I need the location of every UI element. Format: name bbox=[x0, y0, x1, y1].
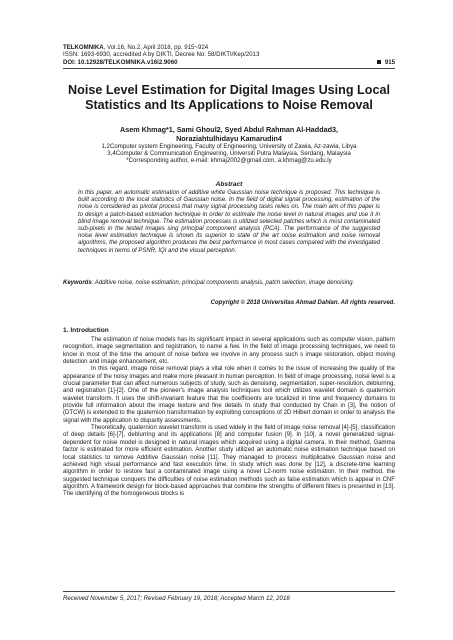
corresponding-author: *Corresponding author, e-mail: khmaj2002@gmail.com, a.khmag@zu.edu.ly bbox=[126, 157, 332, 165]
header-rule bbox=[63, 68, 395, 69]
abstract-heading: Abstract bbox=[215, 181, 243, 188]
footer-rule bbox=[63, 591, 395, 592]
page-number-block bbox=[377, 59, 395, 66]
author-line-1: Asem Khmag*1, Sami Ghoul2, Syed Abdul Rahman Al-Haddad3, bbox=[120, 125, 338, 134]
journal-header bbox=[63, 44, 395, 66]
keywords bbox=[63, 280, 395, 287]
page-number: 915 bbox=[384, 58, 395, 66]
section-heading-introduction: 1. Introduction bbox=[63, 327, 109, 334]
doi-line: DOI: 10.12928/TELKOMNIKA.v16i2.9060 bbox=[63, 58, 178, 66]
introduction-body bbox=[63, 337, 395, 499]
paragraph: Theoretically, quaternion wavelet transform is used widely in the field of image noise removal [4]-[5], classification of deep details [6]-[7], deblurring and its applications [8] and computer fusion [9]. In [10], a novel generalized signal-dependent for noise model is designed in natural images which acquired using a digital camera. In their method, Gamma factor is estimated for more efficient estimation. Another study utilized an automatic noise estimation technique based on local statistics to remove Additive Gaussian noise [11]. They managed to process multiplicative Gaussian noise and achieved high visual performance and fast execution time. In study which was done by [12], a discrete-time learning algorithm in order to restore fast a contaminated image using a novel L2-norm noise estimation. In their method, the suggested technique conquers the difficulties of noise estimation methods such as false estimation which is appear in CNF algorithm. A framework design for block-based approaches that combine the strengths of different filters is presented in [13]. The identifying of the homogeneous blocks is bbox=[63, 425, 395, 498]
paper-title: Noise Level Estimation for Digital Images Using Local Statistics and Its Applications to Noise Removal bbox=[68, 83, 390, 112]
square-bullet-icon bbox=[377, 60, 381, 64]
affiliation-line-2: 3,4Computer & Communication Engineering, Universiti Putra Malaysia, Serdang, Malaysia bbox=[107, 150, 351, 158]
affiliations bbox=[63, 143, 395, 165]
author-line-2: Noraziahtulhidayu Kamarudin4 bbox=[176, 133, 282, 143]
abstract-text: In this paper, an automatic estimation of additive white Gaussian noise technique is proposed. This technique is built according to the local statistics of Gaussian noise. In the field of digital signal processing, estimation of the noise is considered as pivotal process that many signal processing tasks relies on. The main aim of this paper is to design a patch-based estimation technique in order to estimate the noise level in natural images and use it in blind image removal technique. The estimation processes is utilized selected patches which is most contaminated sub-pixels in the tested images sing principal component analysis (PCA). The performance of the suggested noise level estimation technique is shown its superior to state of the art noise estimation and noise removal algorithms, the proposed algorithm produces the best performance in most cases compared with the investigated techniques in terms of PSNR, IQI and the visual perception. bbox=[78, 190, 380, 254]
copyright-notice: Copyright © 2018 Universitas Ahmad Dahlan. All rights reserved. bbox=[210, 300, 395, 306]
journal-name: TELKOMNIKA bbox=[63, 44, 104, 51]
issn-line: ISSN: 1693-6930, accredited A by DIKTI, Decree No: 58/DIKTI/Kep/2013 bbox=[63, 51, 260, 59]
keywords-label: Keywords bbox=[63, 280, 92, 286]
journal-details: , Vol.16, No.2, April 2018, pp. 915~924 bbox=[103, 44, 209, 51]
affiliation-line-1: 1,2Computer system Engineering, Faculty of Engineering, University of Zawia, Az-zawia, Libya bbox=[101, 143, 357, 150]
author-list bbox=[63, 126, 395, 143]
paragraph: In this regard, image noise removal plays a vital role when it comes to the issue of increasing the quality of the appearance of the noisy images and make more pleasant in human perception. In field of image processing, noise level is a crucial parameter that can affect numerous subjects of study, such as denoising, segmentation, super-resolution, deblurring, and registration [1]-[2]. One of the pioneer's image analysis techniques tool which utilizes wavelet domain is quaternion wavelet transform. It uses the shift-invariant feature that the coefficients are localized in time and frequency domains to provide full information about the image texture and fine details In study that conducted by Chan in [3], the notion of (DTCW) is extended to the quaternion transformation by exploiting conceptions of 2D Hilbert domain in order to analysis the signal with the application to disparity assessments. bbox=[63, 366, 395, 424]
keywords-text: : Additive noise, noise estimation, principal components analysis, patch selection, image denoising. bbox=[91, 280, 355, 286]
paragraph: The estimation of noise models has its significant impact in several applications such as computer vision, pattern recognition, image segmentation and registration, to name a few. In the field of image processing techniques, we need to know in most of the time the amount of noise before we involve in any process such s image restoration, object moving detection and image enhancement, etc. bbox=[63, 337, 395, 366]
received-dates: Received November 5, 2017; Revised February 19, 2018; Accepted March 12, 2018 bbox=[63, 595, 290, 602]
